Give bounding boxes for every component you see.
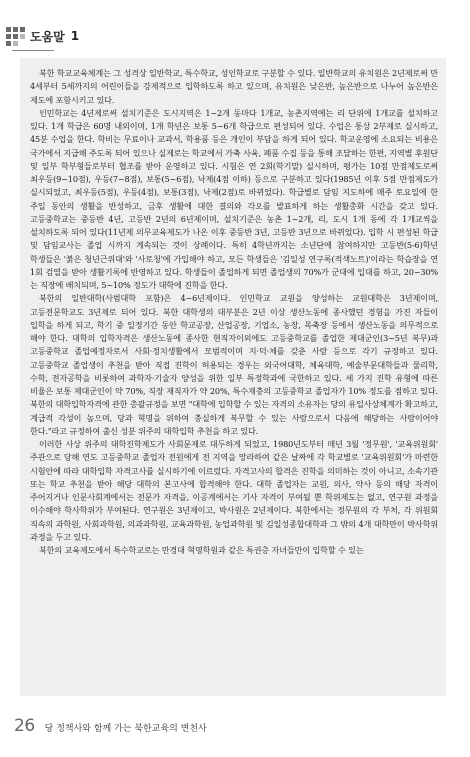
paragraph: 북한의 교육제도에서 특수학교로는 만경대 혁명학원과 같은 특권층 자녀들만이 입학할 수 있는 <box>38 545 364 555</box>
section-header <box>6 22 79 50</box>
paragraph: 이러한 사상 위주의 대학진학제도가 사회문제로 대두하게 되었고, 1980년도부터 매년 3월 '정무원', '교육위원회' 주관으로 당해 연도 고등중학교 졸업자 전원에게 전 지역을 망라하여 같은 날짜에 각 학교별로 '교육위원회'가 마련한 시험안에 따라 대학입학 자격고사를 실시하기에 이르렀다. 자격고사의 합격은 진학을 의미하는 것이 아니고, 소속기관 또는 학교 추천을 받아 해당 대학의 본고사에 합격해야 한다. 대학 졸업자는 교원, 의사, 약사 등의 해당 자격이 주어지거나 인문사회계에서는 전문가 자격을, 이공계에서는 기사 자격이 부여될 뿐 학위제도는 없고, 연구원 과정을 이수해야 학사학위가 부여된다. 연구원은 3년제이고, 박사원은 2년제이다. 북한에서는 정무원의 각 부처, 각 위원회 직속의 과학원, 사회과학원, 의과과학원, 교육과학원, 농업과학원 및 김일성종합대학과 그 밖의 4개 대학만이 박사학위 과정을 두고 있다. <box>30 439 438 542</box>
running-title: 당 정책사와 함께 가는 북한교육의 변천사 <box>44 724 207 734</box>
square-grid-icon <box>6 27 25 46</box>
section-title: 도움말 <box>30 29 65 44</box>
paragraph: 북한의 일반대학(사범대학 포함)은 4~6년제이다. 인민학교 교원을 양성하는 교원대학은 3년제이며, 고등전문학교도 3년제로 되어 있다. 북한 대학생의 대부분은 2년 이상 생산노동에 종사했던 경험을 가진 자들이 입학을 하게 되고, 학기 중 일정기간 동안 학교공장, 산업공장, 기업소, 농장, 목축장 등에서 생산노동을 의무적으로 해야 한다. 대학의 입학자격은 생산노동에 종사한 현직자이외에도 고등중학교를 졸업한 제대군인(3~5년 복무)과 고등중학교 졸업예정자로서 사회·정치생활에서 모범적이며 지·덕·체를 갖춘 사람 등으로 각기 규정하고 있다. 고등중학교 졸업생이 추천을 받아 직접 진학이 허용되는 경우는 외국어대학, 체육대학, 예술부문대학들과 물리학, 수학, 전자공학을 비롯하여 과학자·기술자 양성을 위한 일부 특정학과에 국한하고 있다. 세 가지 진학 유형에 따른 비율은 보통 제대군인이 약 70%, 직장 재직자가 약 20%, 특수재충의 고등중학교 졸업자가 10% 정도를 점하고 있다. 북한의 대학입학자격에 관한 총괄규정을 보면 "대학에 입학할 수 있는 자격의 소유자는 당의 유일사상체계가 확고하고, 계급적 각성이 높으며, 당과 혁명을 위하여 충실하게 복무할 수 있는 사람으로서 다음에 해당하는 사람이어야 한다."라고 규정하여 출신 성분 위주의 대학입학 추천을 하고 있다. <box>30 293 438 436</box>
paragraph: 인민학교는 4년제로써 설치기준은 도시지역은 1~2개 동마다 1개교, 농촌지역에는 리 단위에 1개교를 설치하고 있다. 1개 학급은 60명 내외이며, 1개 학년은 보통 5~6개 학급으로 편성되어 있다. 수업은 통상 2부제로 실시하고, 45분 수업을 한다. 학비는 무료이나 교과서, 학용품 등은 개인이 부담을 하게 되어 있다. 학교운영에 소요되는 비용은 국가에서 지급해 주도록 되어 있으나 실제로는 학교에서 가축 사육, 폐품 수집 등을 통해 조달하는 한편, 지역별 후원단 및 일부 학부형들로부터 협조를 받아 운영하고 있다. 시험은 연 2회(학기말) 실시하며, 평가는 10점 만점제도로써 최우등(9~10점), 우등(7~8점), 보통(5~6점), 낙제(4점 이하) 등으로 구분하고 있다(1985년 이후 5점 만점제도가 실시되었고, 최우등(5점), 우등(4점), 보통(3점), 낙제(2점)로 바뀌었다). 학급별로 담임 지도하에 매주 토요일에 한 주일 동안의 생활을 반성하고, 금후 생활에 대한 결의와 각오를 발표하게 하는 생활총화 시간을 갖고 있다. 고등중학교는 중등반 4년, 고등반 2년의 6년제이며, 설치기준은 농촌 1~2개, 리, 도시 1개 동에 각 1개교씩을 설치하도록 되어 있다(11년제 의무교육제도가 나온 이후 중등반 3년, 고등반 3년으로 바뀌었다). 입학 시 편성된 학급 및 담임교사는 졸업 시까지 계속되는 것이 상례이다. 특히 4학년까지는 소년단에 참여하지만 고등반(5-6)학년 학생들은 '붉은 청년근위대'와 '사로청'에 가입해야 하고, 모든 학생들은 '김일성 연구록(적색노트)'이라는 학습장을 연 1회 검열을 받아 생활기록에 반영하고 있다. 학생들이 졸업하게 되면 졸업생의 70%가 군대에 입대를 하고, 20~30%는 직장에 배치되며, 5~10% 정도가 대학에 진학을 한다. <box>30 107 438 290</box>
page-number: 26 <box>14 716 35 736</box>
body-text <box>20 58 446 557</box>
header-divider <box>12 50 54 51</box>
paragraph: 북한 학교교육체계는 그 성격상 일반학교, 특수학교, 성인학교로 구분할 수 있다. 일반학교의 유치원은 2년제로써 만 4세부터 5세까지의 어린이들을 강제적으로 입학하도록 하고 있으며, 유치원은 낮은반, 높은반으로 나누어 높은반은 제도에 포함시키고 있다. <box>30 68 438 105</box>
page-footer <box>14 716 207 736</box>
section-number: 1 <box>70 29 80 43</box>
text-box <box>20 58 446 696</box>
